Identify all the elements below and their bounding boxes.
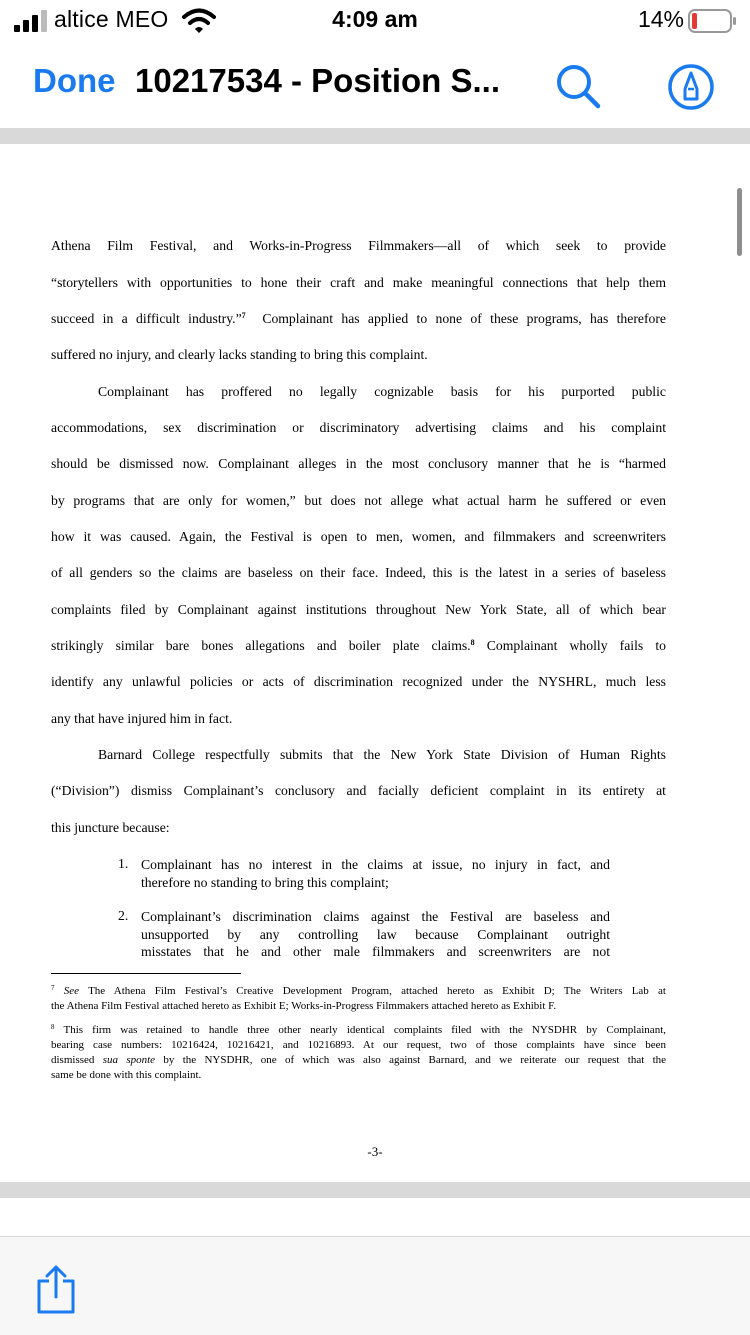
footnote-7: $^7$ See The Athena Film Festival’s Creative Development Program, attached hereto as Exhibit D; The Writers Lab at the Athena Film Festival attached hereto as Exhibit E; Works-in-Progress Filmmakers attached hereto as Exhibit F.: [51, 984, 666, 1012]
document-title: 10217534 - Position S...: [135, 62, 500, 99]
list-line: unsupported by any controlling law because Complainant outright: [141, 926, 610, 942]
text-line: by programs that are only for women,” but does not allege what actual harm he suffered or even: [51, 493, 666, 508]
bottom-toolbar: [0, 1236, 750, 1335]
text-line: suffered no injury, and clearly lacks standing to bring this complaint.: [51, 347, 428, 362]
page-number: -3-: [367, 1144, 383, 1159]
battery-fill: [692, 13, 697, 29]
text-line: any that have injured him in fact.: [51, 711, 233, 726]
footnote-reference[interactable]: 8: [470, 638, 475, 647]
text-line: should be dismissed now. Complainant alleges in the most conclusory manner that he is “harmed: [51, 456, 666, 471]
footnote-divider: [51, 973, 241, 974]
nav-bar: [0, 40, 750, 128]
markup-pen-icon[interactable]: [666, 62, 716, 112]
text-line: this juncture because:: [51, 820, 170, 835]
text-line: Barnard College respectfully submits that the New York State Division of Human Rights: [98, 747, 666, 762]
list-number: 1.: [118, 856, 129, 871]
list-number: 2.: [118, 908, 129, 923]
text-line: identify any unlawful policies or acts of discrimination recognized under the NYSHRL, much less: [51, 674, 666, 689]
status-time: 4:09 am: [332, 6, 418, 32]
carrier-name: altice MEO: [54, 6, 169, 32]
text-line: succeed in a difficult industry.”$^7$ Complainant has applied to none of these programs, has therefore: [51, 311, 667, 326]
text-line: (“Division”) dismiss Complainant’s conclusory and facially deficient complaint in its entirety at: [51, 783, 666, 798]
footnote-reference[interactable]: 7: [241, 311, 246, 320]
text-line: accommodations, sex discrimination or discriminatory advertising claims and his complaint: [51, 420, 666, 435]
battery-percent: 14%: [637, 6, 684, 32]
text-line: of all genders so the claims are baseless on their face. Indeed, this is the latest in a series of baseless: [51, 565, 666, 580]
text-line: “storytellers with opportunities to hone their craft and make meaningful connections that help them: [51, 275, 666, 290]
share-icon[interactable]: [36, 1265, 76, 1315]
list-line: therefore no standing to bring this complaint;: [141, 874, 389, 890]
status-bar: [0, 0, 750, 40]
list-line: Complainant has no interest in the claims at issue, no injury in fact, and: [141, 857, 610, 872]
text-line: strikingly similar bare bones allegations and boiler plate claims.$^8$ Complainant wholly fails to: [51, 638, 666, 653]
text-line: Complainant has proffered no legally cognizable basis for his purported public: [98, 384, 666, 399]
list-line: Complainant’s discrimination claims against the Festival are baseless and: [141, 909, 610, 924]
done-button[interactable]: Done: [33, 62, 116, 99]
text-line: how it was caused. Again, the Festival is open to men, women, and filmmakers and screenwriters: [51, 529, 666, 544]
list-line: misstates that he and other male filmmakers and screenwriters are not: [141, 944, 610, 959]
footnote-8: $^8$ This firm was retained to handle three other nearly identical complaints filed with the NYSDHR by Complainant, bearing case numbers: 10216424, 10216421, and 10216893. At our request, two of those complaints have since been dismissed sua sponte by the NYSDHR, one of which was also against Barnard, and we reiterate our request that the same be done with this complaint.: [51, 1023, 667, 1081]
scrollbar-thumb[interactable]: [737, 188, 742, 256]
battery-icon: [688, 9, 736, 33]
text-line: complaints filed by Complainant against institutions throughout New York State, all of which bear: [51, 602, 666, 617]
search-icon[interactable]: [554, 62, 602, 110]
text-line: Athena Film Festival, and Works-in-Progress Filmmakers—all of which seek to provide: [51, 238, 666, 253]
